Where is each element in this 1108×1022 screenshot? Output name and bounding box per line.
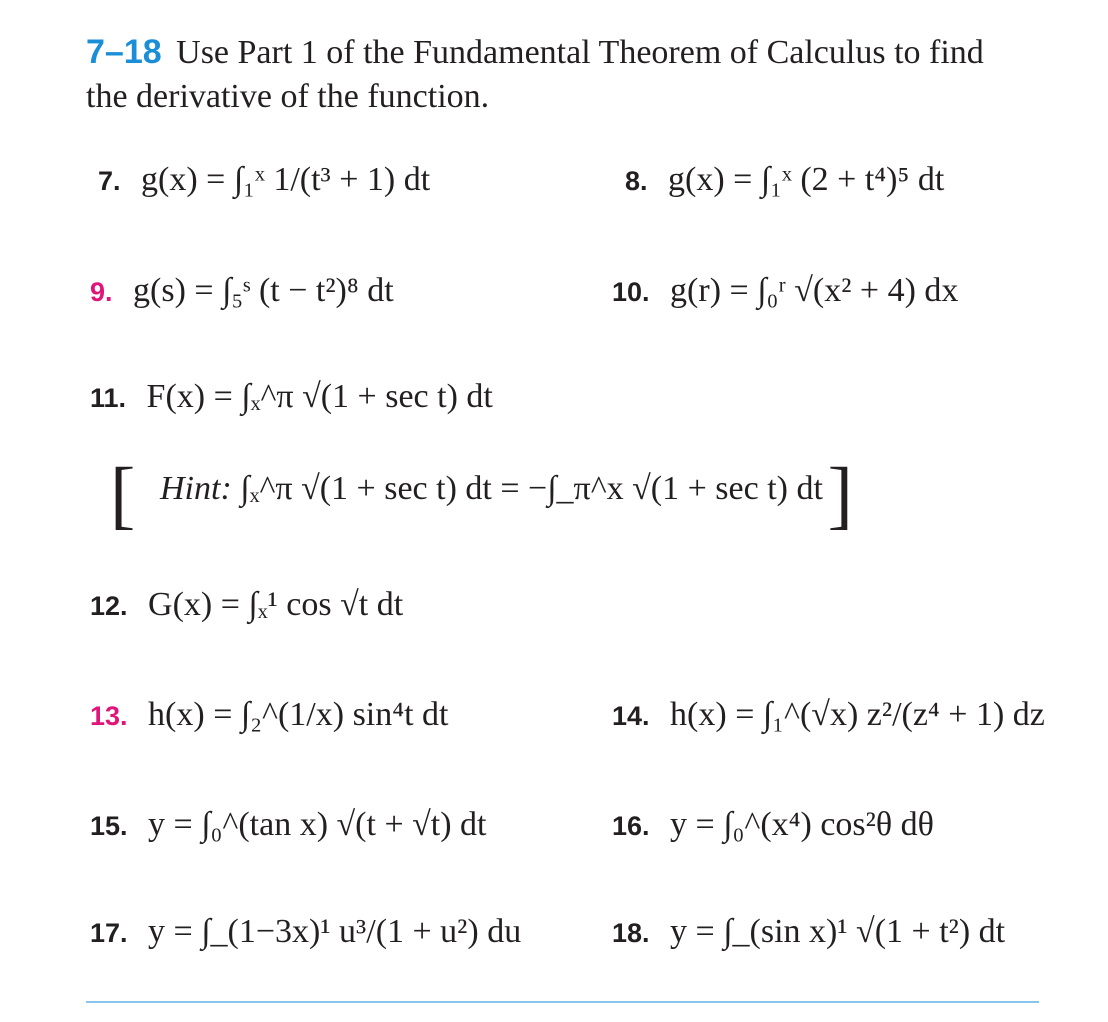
problem-number: 12. bbox=[90, 591, 128, 621]
problem-number: 8. bbox=[625, 166, 648, 196]
problem-16 bbox=[612, 805, 934, 846]
problem-14 bbox=[612, 695, 1045, 736]
problem-13 bbox=[90, 695, 449, 736]
problem-17 bbox=[90, 912, 521, 953]
problem-10 bbox=[612, 271, 958, 312]
problem-number: 17. bbox=[90, 918, 128, 948]
problem-expression: y = ∫_(sin x)¹ √(1 + t²) dt bbox=[670, 913, 1006, 950]
problem-expression: g(r) = ∫₀ʳ √(x² + 4) dx bbox=[670, 272, 959, 309]
instruction-text: Use Part 1 of the Fundamental Theorem of Calculus to find the derivative of the function. bbox=[86, 34, 984, 115]
problem-number: 15. bbox=[90, 811, 128, 841]
problem-number: 9. bbox=[90, 277, 113, 307]
problem-number: 13. bbox=[90, 701, 128, 731]
problem-expression: y = ∫₀^(tan x) √(t + √t) dt bbox=[148, 806, 487, 843]
problem-number: 11. bbox=[90, 383, 127, 413]
problem-number: 18. bbox=[612, 918, 650, 948]
problem-expression: y = ∫_(1−3x)¹ u³/(1 + u²) du bbox=[148, 913, 522, 950]
problem-18 bbox=[612, 912, 1005, 953]
instructions bbox=[86, 30, 1026, 119]
problem-15 bbox=[90, 805, 487, 846]
problem-7 bbox=[98, 160, 430, 201]
problem-expression: h(x) = ∫₁^(√x) z²/(z⁴ + 1) dz bbox=[670, 696, 1045, 733]
problem-range: 7–18 bbox=[86, 33, 162, 71]
problem-expression: g(x) = ∫₁ˣ 1/(t³ + 1) dt bbox=[141, 161, 431, 198]
hint-label: Hint: bbox=[160, 470, 232, 507]
problem-expression: g(x) = ∫₁ˣ (2 + t⁴)⁵ dt bbox=[668, 161, 945, 198]
problem-number: 14. bbox=[612, 701, 650, 731]
problem-9 bbox=[90, 271, 394, 312]
problem-expression: y = ∫₀^(x⁴) cos²θ dθ bbox=[670, 806, 934, 843]
right-bracket: ] bbox=[827, 453, 853, 537]
bottom-divider bbox=[86, 1001, 1039, 1003]
problem-number: 16. bbox=[612, 811, 650, 841]
problem-expression: F(x) = ∫ₓ^π √(1 + sec t) dt bbox=[146, 378, 493, 415]
problem-number: 7. bbox=[98, 166, 121, 196]
left-bracket: [ bbox=[110, 453, 136, 537]
hint-expression: ∫ₓ^π √(1 + sec t) dt = −∫_π^x √(1 + sec t) dt bbox=[240, 470, 823, 507]
problem-expression: h(x) = ∫₂^(1/x) sin⁴t dt bbox=[148, 696, 449, 733]
problem-11 bbox=[90, 377, 493, 418]
problem-12 bbox=[90, 585, 403, 626]
problem-expression: G(x) = ∫ₓ¹ cos √t dt bbox=[148, 586, 404, 623]
problem-number: 10. bbox=[612, 277, 650, 307]
hint-box bbox=[110, 453, 853, 537]
problem-8 bbox=[625, 160, 944, 201]
problem-expression: g(s) = ∫₅ˢ (t − t²)⁸ dt bbox=[133, 272, 394, 309]
